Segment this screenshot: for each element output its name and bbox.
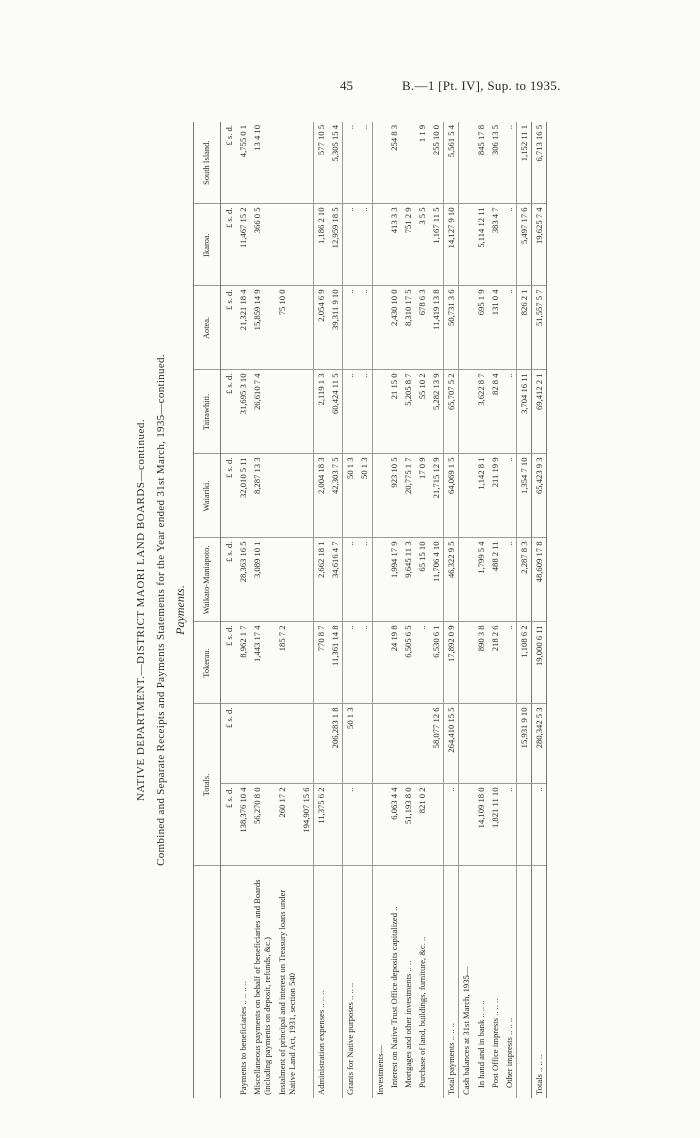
page-number: 45: [340, 78, 353, 93]
value-cell: 21,715 12 9: [429, 454, 444, 538]
value-cell: 264,410 15 5: [444, 704, 459, 784]
value-cell: [372, 204, 387, 286]
value-cell: 8,962 1 7: [236, 622, 250, 704]
value-cell: [459, 370, 474, 454]
value-cell: 218 2 6: [488, 622, 502, 704]
value-cell: 751 2 9: [401, 204, 415, 286]
value-cell: 64,069 1 5: [444, 454, 459, 538]
unit-cell: £ s. d.: [221, 538, 237, 622]
unit-cell: [221, 866, 237, 1098]
table-body: [221, 122, 547, 1098]
value-cell: 695 1 9: [474, 286, 488, 370]
value-cell: ..: [357, 122, 372, 204]
value-cell: 206,283 1 8: [328, 704, 343, 784]
value-cell: [474, 704, 488, 784]
value-cell: 194,907 15 6: [299, 784, 314, 866]
value-cell: 11,706 4 10: [429, 538, 444, 622]
table-row: [401, 122, 415, 1098]
row-label: Investments—: [372, 866, 387, 1098]
table-row: [357, 122, 372, 1098]
value-cell: 1,142 8 1: [474, 454, 488, 538]
table-row: [387, 122, 401, 1098]
value-cell: ..: [502, 370, 517, 454]
value-cell: 383 4 7: [488, 204, 502, 286]
value-cell: ..: [343, 286, 358, 370]
value-cell: ..: [502, 286, 517, 370]
value-cell: ..: [343, 622, 358, 704]
value-cell: 5,305 15 4: [328, 122, 343, 204]
value-cell: 3,704 16 11: [516, 370, 531, 454]
unit-cell: £ s. d.: [221, 454, 237, 538]
value-cell: 2,119 1 3: [313, 370, 328, 454]
value-cell: [328, 784, 343, 866]
payments-table: [193, 122, 547, 1098]
value-cell: 19,000 6 11: [532, 622, 547, 704]
value-cell: 4,755 0 1: [236, 122, 250, 204]
value-cell: [372, 286, 387, 370]
value-cell: [401, 122, 415, 204]
value-cell: 17 0 9: [415, 454, 429, 538]
value-cell: ..: [357, 538, 372, 622]
statement-title: Combined and Separate Receipts and Payments Statements for the Year ended 31st March, 1935—continued.: [155, 354, 167, 866]
value-cell: [250, 704, 274, 784]
value-cell: 1,152 11 1: [516, 122, 531, 204]
value-cell: 12,959 18 5: [328, 204, 343, 286]
value-cell: 48,609 17 8: [532, 538, 547, 622]
value-cell: 6,063 4 4: [387, 784, 401, 866]
value-cell: 890 3 8: [474, 622, 488, 704]
value-cell: 260 17 2: [275, 784, 299, 866]
table-row: [488, 122, 502, 1098]
table-row: [236, 122, 250, 1098]
value-cell: 11,361 14 8: [328, 622, 343, 704]
value-cell: [299, 204, 314, 286]
table-row: [532, 122, 547, 1098]
table-row: [275, 122, 299, 1098]
value-cell: 366 0 5: [250, 204, 274, 286]
row-label: Totals .. .. ..: [532, 866, 547, 1098]
value-cell: 51,193 8 0: [401, 784, 415, 866]
row-label: [357, 866, 372, 1098]
table-row: [328, 122, 343, 1098]
value-cell: 845 17 8: [474, 122, 488, 204]
value-cell: 51,557 5 7: [532, 286, 547, 370]
value-cell: ..: [444, 784, 459, 866]
value-cell: 11,375 6 2: [313, 784, 328, 866]
value-cell: 21 15 0: [387, 370, 401, 454]
value-cell: [415, 704, 429, 784]
value-cell: 280,342 5 3: [532, 704, 547, 784]
value-cell: [275, 122, 299, 204]
value-cell: 55 10 2: [415, 370, 429, 454]
unit-cell: £ s. d.: [221, 286, 237, 370]
value-cell: 2,054 6 9: [313, 286, 328, 370]
table-row: [459, 122, 474, 1098]
value-cell: [372, 538, 387, 622]
value-cell: ..: [502, 204, 517, 286]
col-header: Totals.: [194, 704, 221, 866]
value-cell: 2,004 18 3: [313, 454, 328, 538]
row-label: Mortgages and other investments .. ..: [402, 960, 413, 1088]
value-cell: 6,530 6 1: [429, 622, 444, 704]
value-cell: 306 13 5: [488, 122, 502, 204]
unit-cell: £ s. d.: [221, 622, 237, 704]
value-cell: 60,424 11 5: [328, 370, 343, 454]
row-label: Total payments .. .. ..: [444, 866, 459, 1098]
value-cell: 5,561 5 4: [444, 122, 459, 204]
value-cell: 211 19 9: [488, 454, 502, 538]
value-cell: 69,412 2 1: [532, 370, 547, 454]
value-cell: [502, 704, 517, 784]
col-header: Tokerau.: [194, 622, 221, 704]
table-row: [372, 122, 387, 1098]
unit-cell: £ s. d.: [221, 704, 237, 784]
value-cell: [387, 704, 401, 784]
value-cell: [372, 454, 387, 538]
row-label: Other imprests .. .. ..: [503, 1017, 514, 1088]
header-row: [194, 122, 221, 1098]
value-cell: [275, 370, 299, 454]
unit-cell: £ s. d.: [221, 122, 237, 204]
value-cell: ..: [357, 204, 372, 286]
value-cell: 5,114 12 11: [474, 204, 488, 286]
row-label: In hand and in bank .. .. ..: [475, 1000, 486, 1088]
unit-cell: £ s. d.: [221, 370, 237, 454]
value-cell: 131 0 4: [488, 286, 502, 370]
value-cell: 56,270 8 0: [250, 784, 274, 866]
value-cell: ..: [357, 370, 372, 454]
value-cell: [372, 122, 387, 204]
value-cell: 26,610 7 4: [250, 370, 274, 454]
col-header: South Island.: [194, 122, 221, 204]
value-cell: 3,622 8 7: [474, 370, 488, 454]
col-header: Waiariki.: [194, 454, 221, 538]
table-row: [516, 122, 531, 1098]
value-cell: 1,799 5 4: [474, 538, 488, 622]
value-cell: ..: [343, 370, 358, 454]
value-cell: 1,167 11 5: [429, 204, 444, 286]
value-cell: 5,497 17 6: [516, 204, 531, 286]
value-cell: ..: [357, 622, 372, 704]
value-cell: 14,109 18 0: [474, 784, 488, 866]
value-cell: [357, 784, 372, 866]
value-cell: [459, 204, 474, 286]
value-cell: ..: [502, 122, 517, 204]
value-cell: 1,108 6 2: [516, 622, 531, 704]
value-cell: [459, 622, 474, 704]
value-cell: [459, 538, 474, 622]
value-cell: 28,363 16 5: [236, 538, 250, 622]
value-cell: 8,287 13 3: [250, 454, 274, 538]
value-cell: 1,354 7 10: [516, 454, 531, 538]
row-label: Miscellaneous payments on behalf of beneficiaries and Boards (including payments on deposit, refunds, &c.): [252, 879, 273, 1095]
value-cell: 6,713 16 5: [532, 122, 547, 204]
section-title: Payments.: [173, 585, 187, 635]
value-cell: [275, 538, 299, 622]
value-cell: 24 19 8: [387, 622, 401, 704]
col-header: Waikato-Maniapoto.: [194, 538, 221, 622]
value-cell: 1,186 2 10: [313, 204, 328, 286]
value-cell: 15,859 14 9: [250, 286, 274, 370]
table-row: [299, 122, 314, 1098]
value-cell: 42,303 7 5: [328, 454, 343, 538]
unit-cell: £ s. d.: [221, 204, 237, 286]
value-cell: [429, 784, 444, 866]
value-cell: 50,731 3 6: [444, 286, 459, 370]
table-row: [429, 122, 444, 1098]
value-cell: 923 10 5: [387, 454, 401, 538]
value-cell: 577 10 5: [313, 122, 328, 204]
value-cell: 185 7 2: [275, 622, 299, 704]
value-cell: [372, 784, 387, 866]
row-label: Grants for Native purposes .. .. ..: [343, 866, 358, 1098]
value-cell: ..: [502, 784, 517, 866]
value-cell: 17,892 0 9: [444, 622, 459, 704]
value-cell: [313, 704, 328, 784]
col-header: Ikaroa.: [194, 204, 221, 286]
value-cell: [459, 784, 474, 866]
row-label: Instalment of principal and interest on Treasury loans under Native Land Act, 1931, section 540: [276, 889, 297, 1095]
value-cell: 678 6 3: [415, 286, 429, 370]
value-cell: ..: [343, 784, 358, 866]
value-cell: [372, 622, 387, 704]
value-cell: [459, 122, 474, 204]
value-cell: ..: [502, 538, 517, 622]
value-cell: [275, 204, 299, 286]
unit-cell: £ s. d.: [221, 784, 237, 866]
value-cell: 3,089 10 1: [250, 538, 274, 622]
value-cell: 488 2 11: [488, 538, 502, 622]
value-cell: [299, 370, 314, 454]
value-cell: [372, 704, 387, 784]
value-cell: [299, 122, 314, 204]
col-header: Aotea.: [194, 286, 221, 370]
value-cell: [357, 704, 372, 784]
row-label: Payments to beneficiaries .. .. .. ..: [238, 980, 249, 1095]
value-cell: ..: [502, 454, 517, 538]
table-row: [250, 122, 274, 1098]
value-cell: 254 8 3: [387, 122, 401, 204]
value-cell: [516, 784, 531, 866]
value-cell: 14,127 9 10: [444, 204, 459, 286]
value-cell: 413 3 3: [387, 204, 401, 286]
value-cell: 2,430 10 0: [387, 286, 401, 370]
table-row: [444, 122, 459, 1098]
value-cell: [299, 538, 314, 622]
value-cell: 11,467 15 2: [236, 204, 250, 286]
value-cell: [299, 622, 314, 704]
value-cell: 50 1 3: [343, 704, 358, 784]
value-cell: 826 2 1: [516, 286, 531, 370]
value-cell: [299, 454, 314, 538]
value-cell: ..: [343, 204, 358, 286]
value-cell: 32,010 5 11: [236, 454, 250, 538]
value-cell: 65,423 9 3: [532, 454, 547, 538]
row-label: [328, 866, 343, 1098]
value-cell: 34,616 4 7: [328, 538, 343, 622]
value-cell: ..: [532, 784, 547, 866]
row-label: [429, 866, 444, 1098]
value-cell: 821 0 2: [415, 784, 429, 866]
value-cell: 58,077 12 6: [429, 704, 444, 784]
value-cell: [236, 704, 250, 784]
value-cell: 82 8 4: [488, 370, 502, 454]
row-label: Administration expenses .. .. ..: [313, 866, 328, 1098]
value-cell: 46,322 9 5: [444, 538, 459, 622]
value-cell: 31,695 3 10: [236, 370, 250, 454]
value-cell: 1,443 17 4: [250, 622, 274, 704]
value-cell: [459, 704, 474, 784]
value-cell: 75 10 0: [275, 286, 299, 370]
value-cell: 65 15 10: [415, 538, 429, 622]
rotated-statement: [135, 110, 650, 1110]
value-cell: 50 1 3: [357, 454, 372, 538]
value-cell: 13 4 10: [250, 122, 274, 204]
col-header: [194, 866, 221, 1098]
table-row: [415, 122, 429, 1098]
row-label: Post Office imprests .. .. ..: [489, 998, 500, 1088]
value-cell: 5,205 8 7: [401, 370, 415, 454]
value-cell: [275, 454, 299, 538]
value-cell: 770 8 7: [313, 622, 328, 704]
value-cell: 6,505 6 5: [401, 622, 415, 704]
value-cell: 39,311 9 10: [328, 286, 343, 370]
value-cell: 1,821 11 10: [488, 784, 502, 866]
table-row: [313, 122, 328, 1098]
value-cell: 3 5 5: [415, 204, 429, 286]
table-row: [474, 122, 488, 1098]
value-cell: 2,662 18 1: [313, 538, 328, 622]
value-cell: 138,376 10 4: [236, 784, 250, 866]
units-row: [221, 122, 237, 1098]
value-cell: 255 10 0: [429, 122, 444, 204]
document-reference: B.—1 [Pt. IV], Sup. to 1935.: [402, 78, 561, 93]
value-cell: [372, 370, 387, 454]
value-cell: 20,775 1 7: [401, 454, 415, 538]
value-cell: 15,931 9 10: [516, 704, 531, 784]
row-label: [516, 866, 531, 1098]
row-label: [299, 866, 314, 1098]
value-cell: ..: [343, 538, 358, 622]
row-label: Purchase of land, buildings, furniture, &c. ..: [416, 936, 427, 1088]
value-cell: [401, 704, 415, 784]
value-cell: 21,321 18 4: [236, 286, 250, 370]
department-title: NATIVE DEPARTMENT.—DISTRICT MAORI LAND BOARDS—continued.: [135, 418, 147, 802]
table-row: [343, 122, 358, 1098]
value-cell: ..: [502, 622, 517, 704]
value-cell: 9,645 11 3: [401, 538, 415, 622]
value-cell: 8,310 17 5: [401, 286, 415, 370]
col-header: Tairawhiti.: [194, 370, 221, 454]
value-cell: [275, 704, 299, 784]
value-cell: 19,625 7 4: [532, 204, 547, 286]
value-cell: 1 1 9: [415, 122, 429, 204]
row-label: Interest on Native Trust Office deposits capitalized ..: [388, 906, 399, 1088]
value-cell: 1,994 17 9: [387, 538, 401, 622]
value-cell: [488, 704, 502, 784]
value-cell: 2,287 8 3: [516, 538, 531, 622]
value-cell: [459, 454, 474, 538]
value-cell: 65,707 5 2: [444, 370, 459, 454]
value-cell: ..: [415, 622, 429, 704]
value-cell: 11,419 13 8: [429, 286, 444, 370]
value-cell: ..: [357, 286, 372, 370]
row-label: Cash balances at 31st March, 1935—: [459, 866, 474, 1098]
value-cell: ..: [343, 122, 358, 204]
value-cell: [459, 286, 474, 370]
value-cell: [299, 704, 314, 784]
table-row: [502, 122, 517, 1098]
value-cell: [299, 286, 314, 370]
value-cell: 5,282 13 9: [429, 370, 444, 454]
value-cell: 50 1 3: [343, 454, 358, 538]
